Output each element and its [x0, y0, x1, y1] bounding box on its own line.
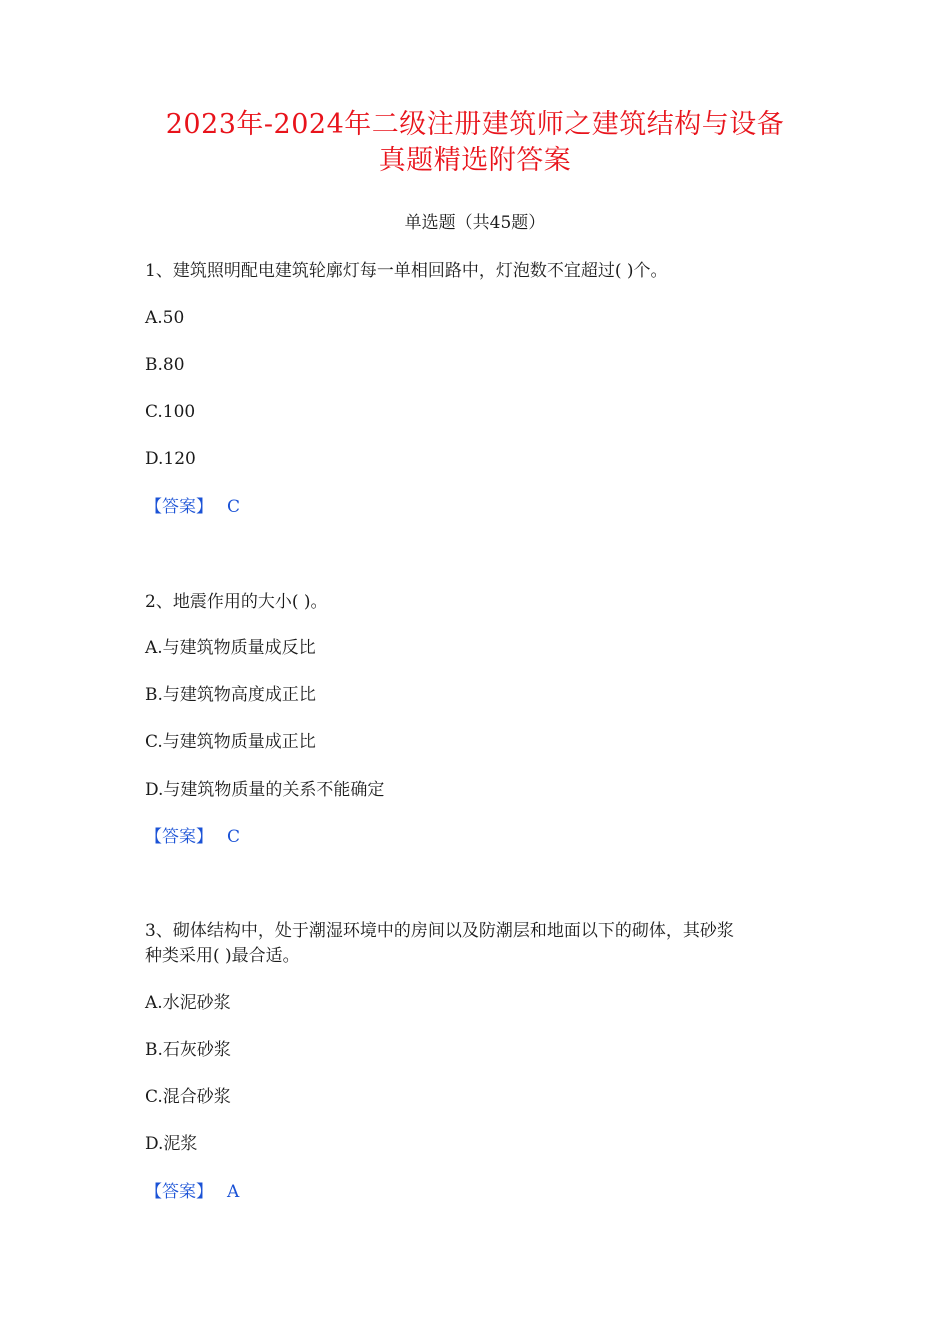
question-1-option-c: C.100 [145, 402, 196, 422]
question-3-stem-line1: 3、砌体结构中，处于潮湿环境中的房间以及防潮层和地面以下的砌体，其砂浆 [145, 921, 734, 941]
answer-value: C [227, 497, 241, 517]
question-1-option-b: B.80 [145, 355, 185, 375]
answer-value: C [227, 827, 241, 847]
question-1-option-d: D.120 [145, 449, 196, 469]
question-2-option-b: B.与建筑物高度成正比 [145, 685, 316, 705]
question-3-option-b: B.石灰砂浆 [145, 1040, 231, 1060]
question-1-stem: 1、建筑照明配电建筑轮廓灯每一单相回路中，灯泡数不宜超过( )个。 [145, 261, 668, 281]
answer-label: 【答案】 [145, 497, 213, 517]
question-3-option-c: C.混合砂浆 [145, 1087, 231, 1107]
question-2-option-d: D.与建筑物质量的关系不能确定 [145, 780, 385, 800]
question-3-stem-line2: 种类采用( )最合适。 [145, 946, 300, 966]
question-3-answer [145, 1179, 239, 1205]
question-1-answer [145, 494, 240, 520]
question-2-option-a: A.与建筑物质量成反比 [145, 638, 316, 658]
question-3-option-a: A.水泥砂浆 [145, 993, 231, 1013]
answer-value: A [227, 1182, 240, 1202]
question-3-option-d: D.泥浆 [145, 1134, 198, 1154]
section-header: 单选题（共45题） [404, 213, 546, 233]
question-1-option-a: A.50 [145, 308, 185, 328]
question-2-stem: 2、地震作用的大小( )。 [145, 592, 328, 612]
question-2-answer [145, 824, 240, 850]
answer-label: 【答案】 [145, 827, 213, 847]
document-title-line2: 真题精选附答案 [378, 145, 572, 176]
question-2-option-c: C.与建筑物质量成正比 [145, 732, 316, 752]
document-title-line1: 2023年-2024年二级注册建筑师之建筑结构与设备 [165, 109, 785, 140]
answer-label: 【答案】 [145, 1182, 213, 1202]
